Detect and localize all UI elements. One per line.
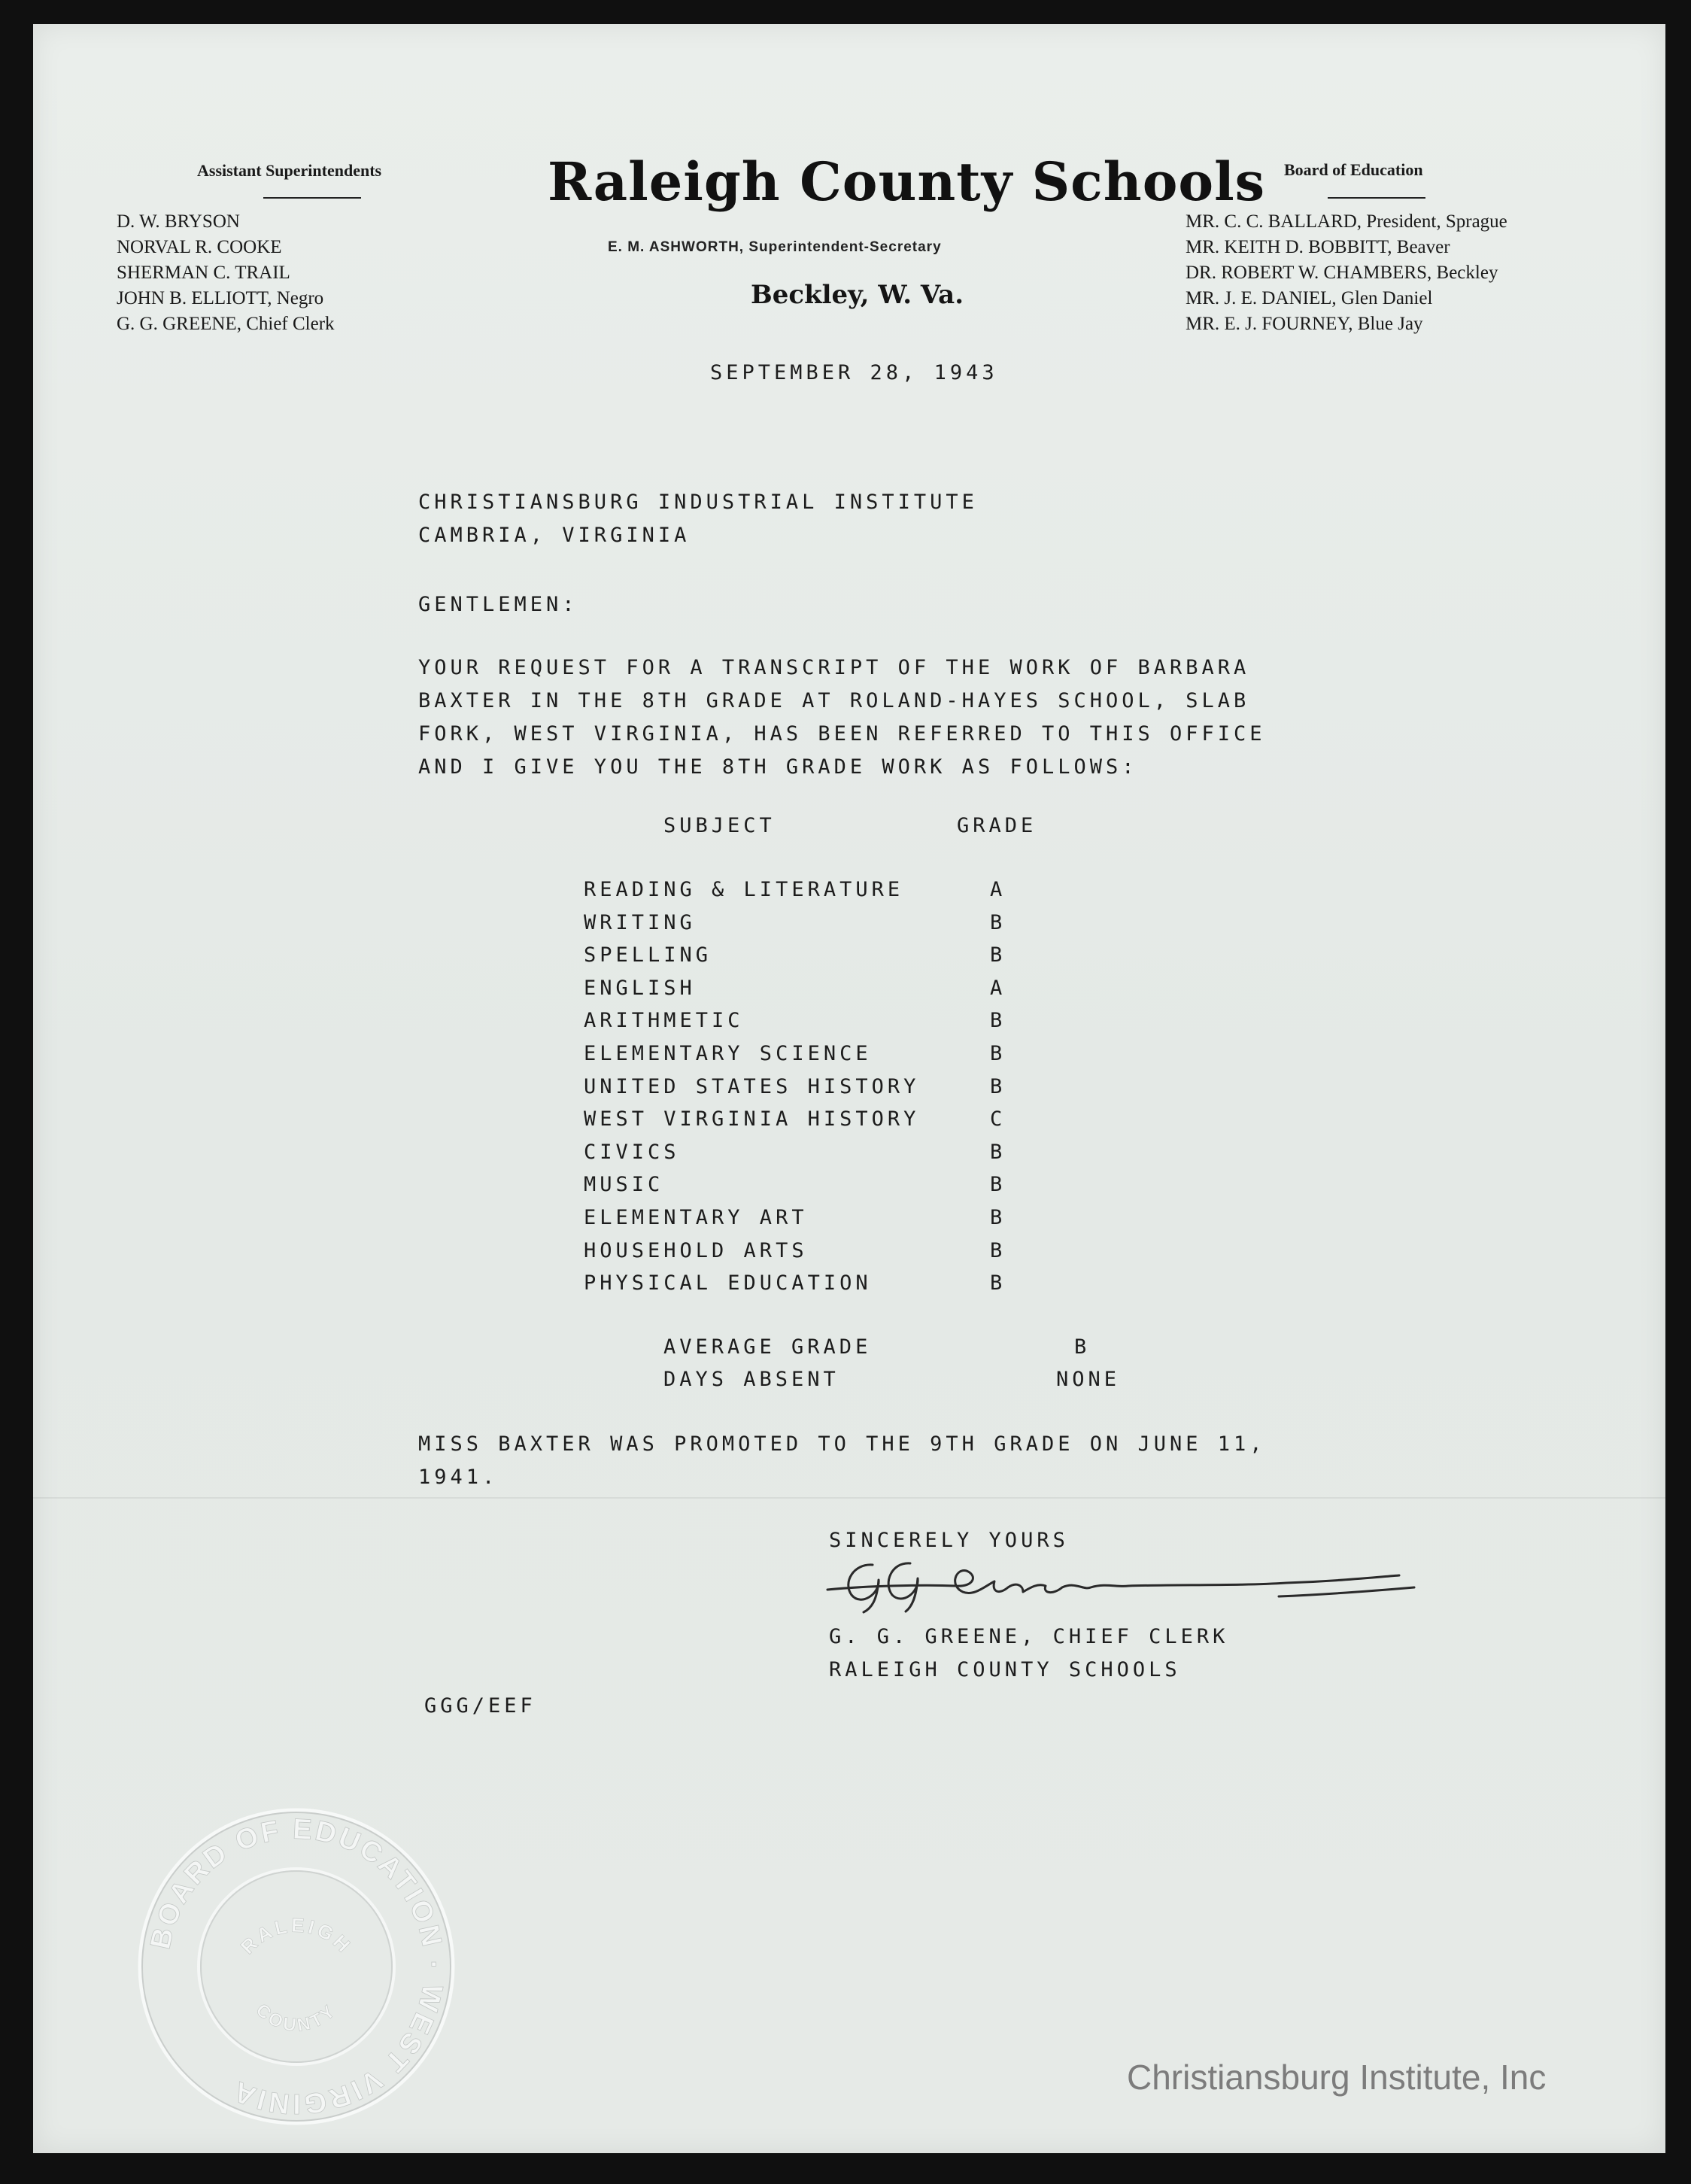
board-members-list: [1186, 209, 1507, 337]
body-line: BAXTER IN THE 8TH GRADE AT ROLAND-HAYES SCHOOL, SLAB: [418, 689, 1250, 712]
assistant-superintendents-heading: Assistant Superintendents: [197, 161, 382, 180]
grade-row-value: B: [990, 1239, 1006, 1262]
grade-row-subject: UNITED STATES HISTORY: [584, 1075, 920, 1098]
body-line: FORK, WEST VIRGINIA, HAS BEEN REFERRED TO THIS OFFICE: [418, 722, 1266, 746]
seal-inner-top-text: RALEIGH: [235, 1913, 357, 1959]
grade-row-subject: CIVICS: [584, 1141, 680, 1164]
promotion-statement: [418, 1428, 1266, 1494]
assistant-name: SHERMAN C. TRAIL: [117, 263, 290, 283]
letter-date: SEPTEMBER 28, 1943: [710, 361, 998, 384]
signer-line: RALEIGH COUNTY SCHOOLS: [829, 1658, 1181, 1681]
grade-row-subject: WEST VIRGINIA HISTORY: [584, 1107, 920, 1131]
body-line: AND I GIVE YOU THE 8TH GRADE WORK AS FOLLOWS:: [418, 755, 1138, 779]
board-member: DR. ROBERT W. CHAMBERS, Beckley: [1186, 263, 1498, 283]
grade-row-subject: WRITING: [584, 911, 696, 934]
grade-row-value: B: [990, 1173, 1006, 1196]
typist-initials: GGG/EEF: [424, 1694, 536, 1718]
board-of-education-heading: Board of Education: [1284, 160, 1423, 179]
grade-row-value: B: [990, 1009, 1006, 1032]
grade-row-subject: MUSIC: [584, 1173, 664, 1196]
organization-masthead: Raleigh County Schools: [548, 150, 1266, 213]
closing-line: 1941.: [418, 1466, 499, 1489]
board-member: MR. E. J. FOURNEY, Blue Jay: [1186, 314, 1423, 334]
grade-row-subject: READING & LITERATURE: [584, 878, 904, 901]
subject-column-header: SUBJECT: [663, 814, 776, 837]
grade-column-header: GRADE: [957, 814, 1037, 837]
recipient-address: [418, 486, 978, 552]
assistants-list: [117, 209, 335, 337]
grade-row-value: B: [990, 911, 1006, 934]
assistant-name: JOHN B. ELLIOTT, Negro: [117, 288, 324, 308]
grade-row-value: C: [990, 1107, 1006, 1131]
closing-line: MISS BAXTER WAS PROMOTED TO THE 9TH GRADE ON JUNE 11,: [418, 1432, 1266, 1456]
average-grade-label: AVERAGE GRADE: [663, 1335, 872, 1359]
archive-watermark: Christiansburg Institute, Inc: [1127, 2058, 1547, 2097]
grade-row-value: B: [990, 1206, 1006, 1229]
average-grade-value: B: [1074, 1335, 1091, 1359]
paper-fold: [33, 1497, 1665, 1499]
board-member: MR. KEITH D. BOBBITT, Beaver: [1186, 237, 1450, 257]
grade-row-value: B: [990, 1075, 1006, 1098]
assistant-name: D. W. BRYSON: [117, 211, 240, 232]
assistant-name: NORVAL R. COOKE: [117, 237, 282, 257]
grade-row-subject: SPELLING: [584, 943, 712, 967]
grade-row-value: B: [990, 1141, 1006, 1164]
grade-row-subject: ARITHMETIC: [584, 1009, 744, 1032]
days-absent-label: DAYS ABSENT: [663, 1368, 839, 1391]
signer-line: G. G. GREENE, CHIEF CLERK: [829, 1625, 1229, 1648]
city-line: Beckley, W. Va.: [751, 280, 964, 310]
recipient-line: CAMBRIA, VIRGINIA: [418, 524, 691, 547]
grade-row-value: B: [990, 1042, 1006, 1065]
body-line: YOUR REQUEST FOR A TRANSCRIPT OF THE WORK OF BARBARA: [418, 656, 1250, 679]
grade-row-subject: ELEMENTARY ART: [584, 1206, 808, 1229]
seal-inner-bottom-text: COUNTY: [251, 2000, 342, 2037]
grade-row-value: B: [990, 1271, 1006, 1295]
grade-row-subject: PHYSICAL EDUCATION: [584, 1271, 872, 1295]
embossed-seal: [132, 1803, 460, 2131]
signer-block: [829, 1621, 1228, 1687]
grade-row-value: A: [990, 977, 1006, 1000]
recipient-line: CHRISTIANSBURG INDUSTRIAL INSTITUTE: [418, 491, 978, 514]
body-paragraph: [418, 652, 1266, 784]
grade-row-value: B: [990, 943, 1006, 967]
assistant-name: G. G. GREENE, Chief Clerk: [117, 314, 335, 334]
handwritten-signature: [820, 1548, 1437, 1616]
grade-row-subject: ELEMENTARY SCIENCE: [584, 1042, 872, 1065]
grade-row-value: A: [990, 878, 1006, 901]
board-member: MR. J. E. DANIEL, Glen Daniel: [1186, 288, 1433, 308]
board-member: MR. C. C. BALLARD, President, Sprague: [1186, 211, 1507, 232]
seal-outer-text: BOARD OF EDUCATION · WEST VIRGINIA: [144, 1813, 450, 2120]
left-heading-rule: [263, 197, 361, 199]
right-heading-rule: [1328, 197, 1425, 199]
superintendent-line: E. M. ASHWORTH, Superintendent-Secretary: [608, 239, 942, 255]
sign-off: SINCERELY YOURS: [829, 1529, 1069, 1552]
days-absent-value: NONE: [1056, 1368, 1121, 1391]
grade-row-subject: ENGLISH: [584, 977, 696, 1000]
grade-row-subject: HOUSEHOLD ARTS: [584, 1239, 808, 1262]
salutation: GENTLEMEN:: [418, 593, 578, 616]
